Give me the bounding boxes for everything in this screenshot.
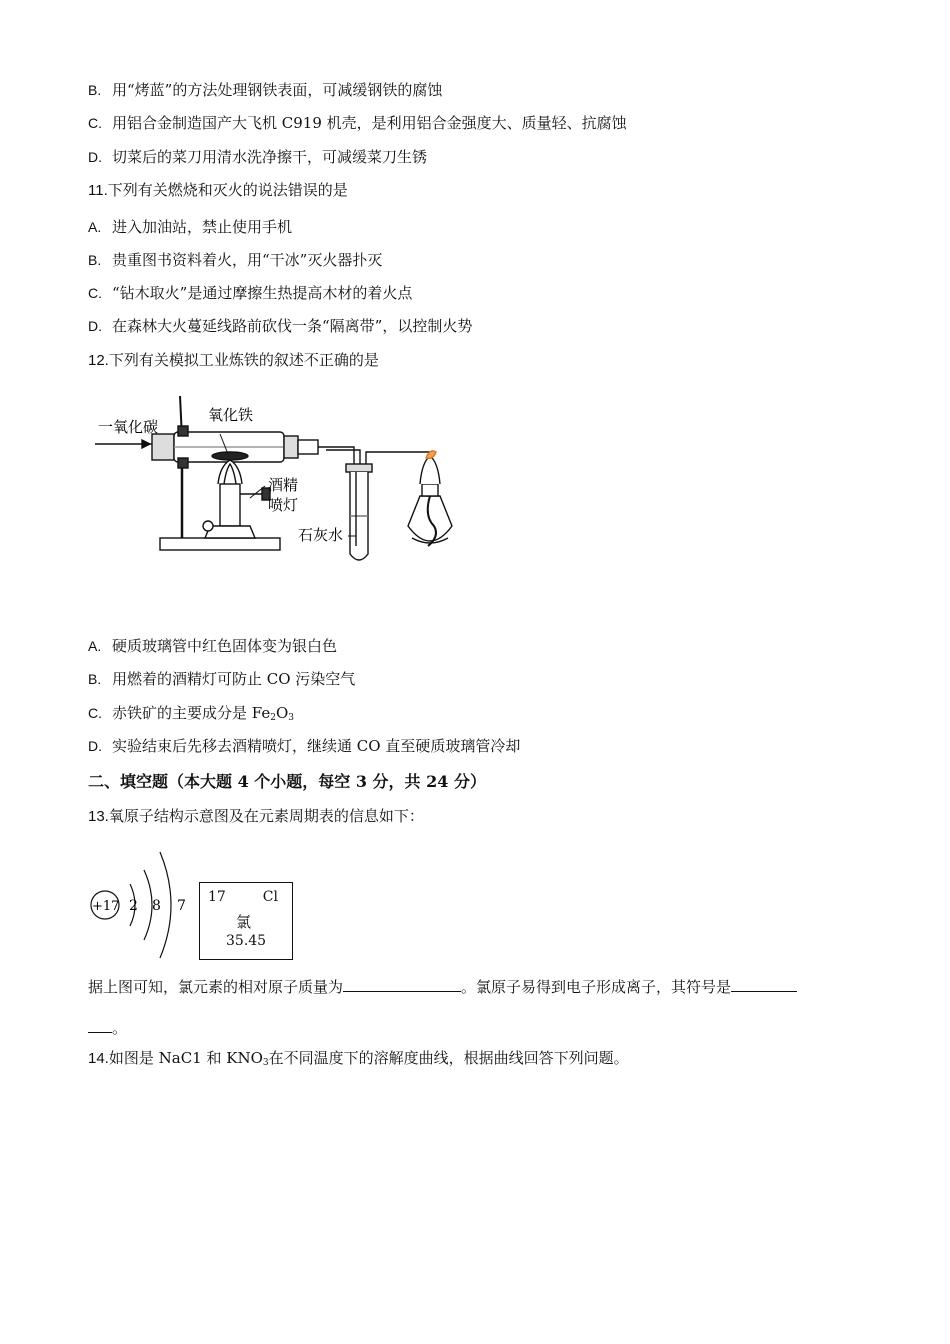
q10-option-b [88,80,442,100]
option-text: 在森林大火蔓延线路前砍伐一条“隔离带”，以控制火势 [112,317,473,335]
q11-option-a [88,217,292,237]
shell-3-electrons: 7 [177,898,186,914]
question-number: 14. [88,1050,109,1067]
option-label: D. [88,318,102,334]
option-text: 硬质玻璃管中红色固体变为银白色 [112,637,338,655]
shell-1-electrons: 2 [129,898,138,914]
option-text: 贵重图书资料着火，用“干冰”灭火器扑灭 [112,251,383,269]
subscript: 3 [288,713,295,723]
label-burner-line1: 酒精 [268,476,299,494]
q10-option-c [88,113,627,133]
question-text: 氧原子结构示意图及在元素周期表的信息如下： [108,807,424,825]
question-text: 下列有关燃烧和灭火的说法错误的是 [107,181,348,199]
iron-smelting-apparatus-diagram [90,386,490,571]
electron-shell-3 [160,852,171,958]
left-stopper [152,434,174,460]
option-text: 实验结束后先移去酒精喷灯，继续通 CO 直至硬质玻璃管冷却 [112,737,521,755]
option-label: B. [88,671,102,687]
question-number: 13. [88,808,109,825]
chlorine-atom-structure-diagram [86,840,198,960]
label-carbon-monoxide: 一氧化碳 [98,418,159,436]
question-text-pre: 如图是 NaC1 和 KNO [108,1049,263,1067]
electron-shell-2 [144,870,152,940]
option-label: B. [88,252,102,268]
subscript: 2 [270,713,276,723]
nucleus-charge: +17 [92,899,120,914]
section-title: 二、填空题（本大题 4 个小题，每空 3 分，共 24 分） [88,772,486,791]
label-limewater: 石灰水 [298,526,344,544]
option-label: C. [88,705,102,721]
stand-base [160,538,280,550]
q12-option-a [88,636,337,656]
subscript: 3 [262,1058,269,1068]
q11-option-d [88,316,472,336]
q11-stem [88,180,348,201]
element-symbol: Cl [262,889,278,905]
right-stopper [284,436,298,458]
periodic-table-cell [199,882,293,960]
q14-stem [88,1048,629,1073]
answer-text-end: 。 [112,1019,128,1037]
answer-text-mid: 。氯原子易得到电子形成离子，其符号是 [461,978,732,996]
q12-stem [88,350,379,371]
label-burner-line2: 喷灯 [268,496,299,514]
option-text: 用铝合金制造国产大飞机 C919 机壳，是利用铝合金强度大、质量轻、抗腐蚀 [112,114,627,132]
option-text-mid: O [275,704,289,722]
option-text: 用“烤蓝”的方法处理钢铁表面，可减缓钢铁的腐蚀 [112,81,443,99]
answer-blank-2[interactable] [731,976,797,992]
atomic-mass: 35.45 [226,933,267,949]
alcohol-blast-burner [220,484,240,526]
question-number: 11. [88,182,108,199]
option-label: C. [88,285,102,301]
element-name: 氯 [236,913,252,931]
q12-option-d [88,736,520,756]
q13-answer-line [88,976,797,997]
q12-option-b [88,669,355,689]
option-label: C. [88,115,102,131]
iron-oxide-powder [212,452,248,460]
option-label: D. [88,738,102,754]
option-label: D. [88,149,102,165]
q11-option-b [88,250,382,270]
option-label: B. [88,82,102,98]
question-text: 下列有关模拟工业炼铁的叙述不正确的是 [108,351,379,369]
q13-answer-line-2 [88,1017,127,1038]
answer-blank-1[interactable] [343,976,461,992]
label-iron-oxide: 氧化铁 [208,406,254,424]
answer-blank-2-continued[interactable] [88,1017,112,1033]
atomic-number: 17 [208,889,226,905]
q11-option-c [88,283,412,303]
option-text-pre: 赤铁矿的主要成分是 Fe [112,704,271,722]
q10-option-d [88,147,427,167]
option-label: A. [88,219,102,235]
question-number: 12. [88,352,109,369]
option-text: “钻木取火”是通过摩擦生热提高木材的着火点 [112,284,413,302]
answer-text-pre: 据上图可知，氯元素的相对原子质量为 [88,978,344,996]
q13-stem [88,806,424,827]
option-text: 进入加油站，禁止使用手机 [112,218,293,236]
shell-2-electrons: 8 [152,898,161,914]
question-text-post: 在不同温度下的溶解度曲线，根据曲线回答下列问题。 [268,1049,629,1067]
q12-option-c [88,703,294,728]
option-text: 用燃着的酒精灯可防止 CO 污染空气 [112,670,356,688]
option-label: A. [88,638,102,654]
option-text: 切菜后的菜刀用清水洗净擦干，可减缓菜刀生锈 [112,148,428,166]
